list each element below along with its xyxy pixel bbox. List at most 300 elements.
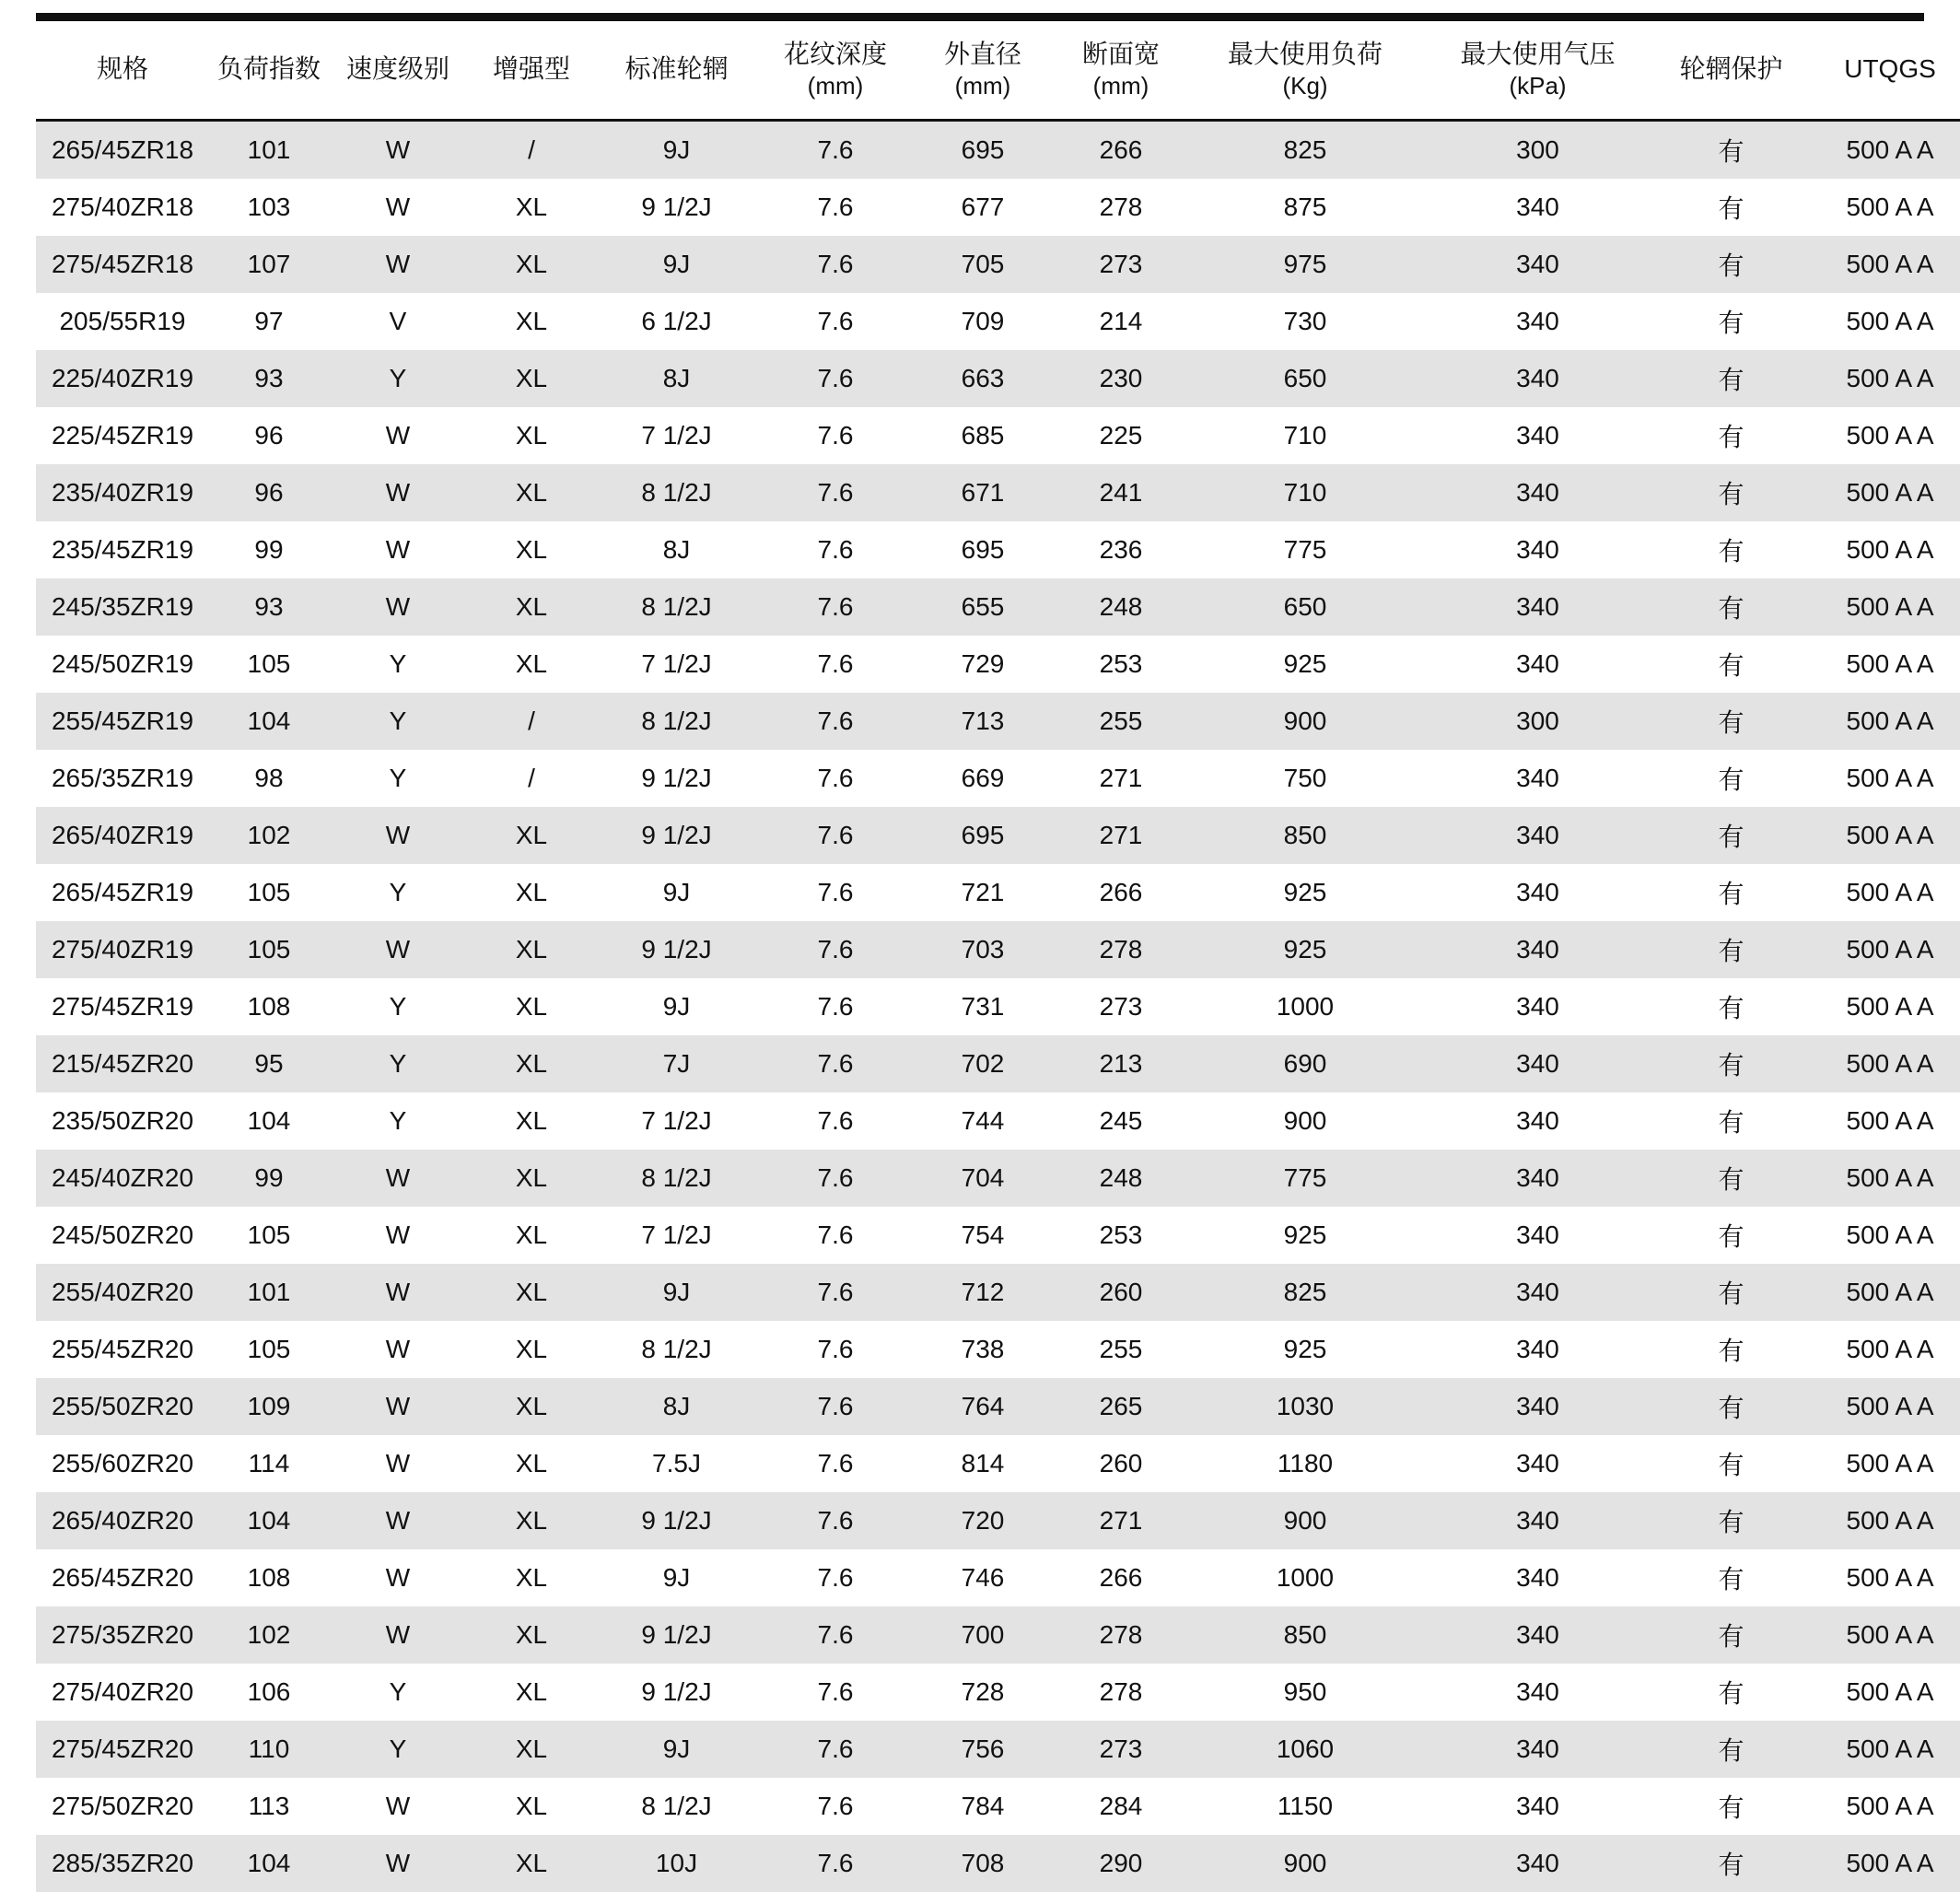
table-cell: 500 A A [1807, 693, 1960, 750]
table-cell: 236 [1052, 521, 1190, 578]
table-cell: 500 A A [1807, 350, 1960, 407]
table-cell: 1030 [1190, 1378, 1420, 1435]
table-cell: 710 [1190, 464, 1420, 521]
column-header-unit: (kPa) [1509, 71, 1567, 99]
table-cell: 500 A A [1807, 1035, 1960, 1092]
table-row [36, 750, 1960, 807]
table-cell: 255/45ZR19 [36, 693, 209, 750]
table-cell: 有 [1655, 636, 1807, 693]
table-cell: 695 [914, 122, 1052, 179]
table-cell: 7.6 [757, 521, 914, 578]
table-cell: 106 [209, 1664, 329, 1721]
table-cell: 有 [1655, 521, 1807, 578]
table-cell: XL [467, 1606, 596, 1664]
table-cell: 有 [1655, 1092, 1807, 1150]
table-cell: 340 [1420, 1378, 1655, 1435]
table-cell: 278 [1052, 921, 1190, 978]
table-row [36, 1492, 1960, 1549]
table-cell: 225 [1052, 407, 1190, 464]
table-cell: 有 [1655, 1150, 1807, 1207]
table-cell: 96 [209, 407, 329, 464]
table-row [36, 636, 1960, 693]
table-cell: 340 [1420, 1264, 1655, 1321]
table-cell: 7.6 [757, 1321, 914, 1378]
table-cell: 9J [596, 1549, 757, 1606]
table-cell: 215/45ZR20 [36, 1035, 209, 1092]
table-cell: W [329, 236, 467, 293]
table-cell: 96 [209, 464, 329, 521]
table-cell: 7.6 [757, 293, 914, 350]
table-cell: 710 [1190, 407, 1420, 464]
table-cell: 784 [914, 1778, 1052, 1835]
table-cell: 265 [1052, 1378, 1190, 1435]
column-header-unit: (mm) [807, 71, 864, 99]
table-cell: 214 [1052, 293, 1190, 350]
table-cell: 7.6 [757, 1264, 914, 1321]
table-cell: 340 [1420, 521, 1655, 578]
table-cell: 500 A A [1807, 636, 1960, 693]
table-cell: XL [467, 864, 596, 921]
spec-table-container [36, 0, 1936, 1892]
table-cell: 9J [596, 1721, 757, 1778]
table-cell: 340 [1420, 293, 1655, 350]
table-cell: XL [467, 1035, 596, 1092]
table-cell: 253 [1052, 636, 1190, 693]
table-cell: 105 [209, 636, 329, 693]
table-cell: 500 A A [1807, 122, 1960, 179]
table-cell: 500 A A [1807, 807, 1960, 864]
table-cell: 245/50ZR20 [36, 1207, 209, 1264]
column-header-10 [1655, 21, 1807, 119]
table-cell: W [329, 1435, 467, 1492]
table-cell: XL [467, 807, 596, 864]
table-row [36, 578, 1960, 636]
table-cell: 93 [209, 350, 329, 407]
table-cell: 500 A A [1807, 1778, 1960, 1835]
table-cell: 7 1/2J [596, 407, 757, 464]
table-cell: XL [467, 236, 596, 293]
table-row [36, 1378, 1960, 1435]
table-cell: 500 A A [1807, 1435, 1960, 1492]
table-cell: Y [329, 750, 467, 807]
table-cell: 340 [1420, 1092, 1655, 1150]
table-cell: 500 A A [1807, 1664, 1960, 1721]
table-row [36, 1321, 1960, 1378]
column-header-0 [36, 21, 209, 119]
table-cell: 925 [1190, 1207, 1420, 1264]
column-header-label: 最大使用负荷 [1227, 40, 1382, 68]
column-header-label: 增强型 [492, 54, 570, 84]
table-cell: 900 [1190, 1835, 1420, 1892]
table-cell: W [329, 1778, 467, 1835]
table-cell: 278 [1052, 1606, 1190, 1664]
table-cell: 255/45ZR20 [36, 1321, 209, 1378]
table-cell: 340 [1420, 978, 1655, 1035]
table-cell: 有 [1655, 693, 1807, 750]
table-cell: 97 [209, 293, 329, 350]
table-cell: 814 [914, 1435, 1052, 1492]
table-cell: 8J [596, 521, 757, 578]
table-cell: 275/40ZR19 [36, 921, 209, 978]
table-cell: 271 [1052, 750, 1190, 807]
table-cell: 875 [1190, 179, 1420, 236]
table-cell: 8J [596, 1378, 757, 1435]
table-cell: 500 A A [1807, 1549, 1960, 1606]
table-cell: 1180 [1190, 1435, 1420, 1492]
table-cell: 7.6 [757, 636, 914, 693]
table-cell: 有 [1655, 864, 1807, 921]
table-cell: 248 [1052, 578, 1190, 636]
table-cell: 825 [1190, 1264, 1420, 1321]
table-cell: 700 [914, 1606, 1052, 1664]
table-cell: XL [467, 1435, 596, 1492]
table-cell: 260 [1052, 1264, 1190, 1321]
table-cell: 7.6 [757, 1435, 914, 1492]
table-cell: 266 [1052, 1549, 1190, 1606]
table-cell: 7.6 [757, 1492, 914, 1549]
table-row [36, 521, 1960, 578]
table-cell: 975 [1190, 236, 1420, 293]
table-cell: XL [467, 978, 596, 1035]
table-cell: 685 [914, 407, 1052, 464]
table-cell: 925 [1190, 921, 1420, 978]
table-cell: 225/40ZR19 [36, 350, 209, 407]
table-cell: 7.6 [757, 1778, 914, 1835]
table-cell: 1000 [1190, 978, 1420, 1035]
table-cell: 有 [1655, 1778, 1807, 1835]
table-cell: 7.6 [757, 122, 914, 179]
table-cell: 850 [1190, 1606, 1420, 1664]
table-cell: 有 [1655, 1321, 1807, 1378]
table-cell: 655 [914, 578, 1052, 636]
table-cell: W [329, 1150, 467, 1207]
tire-specification-table [36, 21, 1960, 1892]
table-cell: Y [329, 1035, 467, 1092]
column-header-label: 速度级别 [345, 54, 449, 84]
table-row [36, 1207, 1960, 1264]
table-cell: 950 [1190, 1664, 1420, 1721]
table-row [36, 1664, 1960, 1721]
table-cell: 290 [1052, 1835, 1190, 1892]
table-cell: 95 [209, 1035, 329, 1092]
table-cell: 265/40ZR20 [36, 1492, 209, 1549]
table-cell: XL [467, 1664, 596, 1721]
table-cell: Y [329, 1721, 467, 1778]
table-cell: 93 [209, 578, 329, 636]
table-cell: 99 [209, 521, 329, 578]
table-cell: XL [467, 521, 596, 578]
table-row [36, 407, 1960, 464]
table-cell: 340 [1420, 1035, 1655, 1092]
table-cell: 105 [209, 1207, 329, 1264]
table-cell: 8 1/2J [596, 1150, 757, 1207]
table-cell: 7.6 [757, 1606, 914, 1664]
table-cell: 有 [1655, 1207, 1807, 1264]
table-row [36, 122, 1960, 179]
table-row [36, 1606, 1960, 1664]
table-cell: 98 [209, 750, 329, 807]
table-cell: XL [467, 1492, 596, 1549]
table-row [36, 1150, 1960, 1207]
table-row [36, 236, 1960, 293]
table-cell: 300 [1420, 693, 1655, 750]
table-cell: 105 [209, 864, 329, 921]
table-cell: 7 1/2J [596, 1092, 757, 1150]
table-cell: Y [329, 1664, 467, 1721]
column-header-unit: (mm) [954, 71, 1011, 99]
table-cell: 275/40ZR20 [36, 1664, 209, 1721]
table-cell: W [329, 521, 467, 578]
table-cell: 284 [1052, 1778, 1190, 1835]
table-cell: 340 [1420, 807, 1655, 864]
table-cell: 721 [914, 864, 1052, 921]
table-cell: 7.6 [757, 807, 914, 864]
table-cell: 712 [914, 1264, 1052, 1321]
column-header-label: 轮辋保护 [1679, 54, 1783, 84]
table-cell: XL [467, 1778, 596, 1835]
table-row [36, 693, 1960, 750]
table-cell: 7 1/2J [596, 1207, 757, 1264]
table-cell: W [329, 1492, 467, 1549]
table-cell: 245 [1052, 1092, 1190, 1150]
table-cell: 有 [1655, 1035, 1807, 1092]
table-cell: 340 [1420, 636, 1655, 693]
table-cell: 738 [914, 1321, 1052, 1378]
table-row [36, 1264, 1960, 1321]
table-cell: XL [467, 636, 596, 693]
table-cell: 有 [1655, 978, 1807, 1035]
table-cell: 500 A A [1807, 521, 1960, 578]
table-cell: 340 [1420, 350, 1655, 407]
table-cell: 99 [209, 1150, 329, 1207]
table-cell: 500 A A [1807, 236, 1960, 293]
table-cell: XL [467, 1092, 596, 1150]
table-cell: 729 [914, 636, 1052, 693]
table-cell: 669 [914, 750, 1052, 807]
table-cell: 7.6 [757, 921, 914, 978]
table-cell: 230 [1052, 350, 1190, 407]
table-cell: XL [467, 1321, 596, 1378]
table-row [36, 350, 1960, 407]
table-cell: XL [467, 350, 596, 407]
table-cell: 500 A A [1807, 1835, 1960, 1892]
table-cell: 340 [1420, 464, 1655, 521]
table-cell: 245/35ZR19 [36, 578, 209, 636]
table-cell: 730 [1190, 293, 1420, 350]
table-row [36, 1835, 1960, 1892]
table-cell: 有 [1655, 293, 1807, 350]
table-row [36, 1035, 1960, 1092]
table-cell: 9J [596, 1264, 757, 1321]
table-cell: 107 [209, 236, 329, 293]
table-cell: 7.6 [757, 1835, 914, 1892]
table-cell: W [329, 1606, 467, 1664]
table-cell: 7.6 [757, 864, 914, 921]
table-cell: 340 [1420, 1835, 1655, 1892]
table-cell: 340 [1420, 407, 1655, 464]
table-cell: 278 [1052, 1664, 1190, 1721]
table-cell: 9J [596, 978, 757, 1035]
table-cell: 265/40ZR19 [36, 807, 209, 864]
table-cell: 7.6 [757, 1092, 914, 1150]
table-row [36, 293, 1960, 350]
table-cell: 有 [1655, 1378, 1807, 1435]
table-cell: 7.6 [757, 350, 914, 407]
table-cell: 8 1/2J [596, 693, 757, 750]
table-cell: 750 [1190, 750, 1420, 807]
table-cell: 278 [1052, 179, 1190, 236]
column-header-label: 负荷指数 [216, 54, 321, 84]
table-cell: 900 [1190, 693, 1420, 750]
table-cell: 500 A A [1807, 1378, 1960, 1435]
table-cell: 255 [1052, 693, 1190, 750]
column-header-label: 标准轮辋 [624, 54, 729, 84]
table-cell: 8 1/2J [596, 1778, 757, 1835]
table-cell: W [329, 1835, 467, 1892]
table-cell: XL [467, 1378, 596, 1435]
table-cell: 213 [1052, 1035, 1190, 1092]
table-cell: V [329, 293, 467, 350]
table-cell: 265/45ZR19 [36, 864, 209, 921]
table-cell: 6 1/2J [596, 293, 757, 350]
table-cell: 340 [1420, 1321, 1655, 1378]
table-cell: 720 [914, 1492, 1052, 1549]
table-cell: 105 [209, 921, 329, 978]
table-cell: / [467, 750, 596, 807]
table-cell: / [467, 693, 596, 750]
table-cell: 275/45ZR19 [36, 978, 209, 1035]
table-cell: 7 1/2J [596, 636, 757, 693]
table-cell: 340 [1420, 1435, 1655, 1492]
table-cell: W [329, 1264, 467, 1321]
table-cell: 241 [1052, 464, 1190, 521]
table-cell: 275/50ZR20 [36, 1778, 209, 1835]
table-cell: 275/45ZR20 [36, 1721, 209, 1778]
table-cell: 340 [1420, 179, 1655, 236]
table-cell: 255/50ZR20 [36, 1378, 209, 1435]
table-cell: 340 [1420, 578, 1655, 636]
table-cell: 7.6 [757, 1549, 914, 1606]
table-cell: 245/40ZR20 [36, 1150, 209, 1207]
table-cell: 9J [596, 122, 757, 179]
table-cell: 695 [914, 521, 1052, 578]
table-cell: XL [467, 921, 596, 978]
table-cell: 有 [1655, 1492, 1807, 1549]
table-cell: XL [467, 578, 596, 636]
table-cell: 108 [209, 978, 329, 1035]
table-cell: 340 [1420, 1664, 1655, 1721]
table-header [36, 21, 1960, 122]
table-cell: 275/35ZR20 [36, 1606, 209, 1664]
table-cell: 有 [1655, 1435, 1807, 1492]
table-cell: 265/45ZR18 [36, 122, 209, 179]
table-cell: 775 [1190, 1150, 1420, 1207]
table-cell: 10J [596, 1835, 757, 1892]
table-cell: Y [329, 350, 467, 407]
table-cell: 340 [1420, 1492, 1655, 1549]
table-cell: 500 A A [1807, 1092, 1960, 1150]
column-header-4 [596, 21, 757, 119]
table-cell: / [467, 122, 596, 179]
table-cell: 235/45ZR19 [36, 521, 209, 578]
table-cell: 744 [914, 1092, 1052, 1150]
table-cell: 255 [1052, 1321, 1190, 1378]
table-cell: 500 A A [1807, 1606, 1960, 1664]
table-cell: 300 [1420, 122, 1655, 179]
table-cell: XL [467, 1264, 596, 1321]
table-cell: 7.6 [757, 1721, 914, 1778]
column-header-3 [467, 21, 596, 119]
table-cell: XL [467, 1150, 596, 1207]
table-cell: 7.5J [596, 1435, 757, 1492]
table-cell: Y [329, 1092, 467, 1150]
table-cell: XL [467, 293, 596, 350]
table-cell: 713 [914, 693, 1052, 750]
table-cell: 500 A A [1807, 921, 1960, 978]
table-cell: 340 [1420, 236, 1655, 293]
table-cell: XL [467, 179, 596, 236]
table-cell: 266 [1052, 122, 1190, 179]
table-cell: 7.6 [757, 750, 914, 807]
table-cell: 340 [1420, 750, 1655, 807]
table-cell: 500 A A [1807, 578, 1960, 636]
table-cell: 690 [1190, 1035, 1420, 1092]
table-cell: 有 [1655, 807, 1807, 864]
table-cell: 340 [1420, 1207, 1655, 1264]
table-cell: 9 1/2J [596, 1664, 757, 1721]
table-cell: 有 [1655, 1549, 1807, 1606]
table-cell: 有 [1655, 464, 1807, 521]
table-cell: W [329, 1207, 467, 1264]
table-cell: 225/45ZR19 [36, 407, 209, 464]
table-cell: 114 [209, 1435, 329, 1492]
table-cell: 500 A A [1807, 293, 1960, 350]
table-cell: 7.6 [757, 1207, 914, 1264]
column-header-5 [757, 21, 914, 119]
table-cell: 113 [209, 1778, 329, 1835]
table-cell: 500 A A [1807, 750, 1960, 807]
table-cell: 102 [209, 1606, 329, 1664]
table-row [36, 1092, 1960, 1150]
table-cell: 235/40ZR19 [36, 464, 209, 521]
table-cell: 有 [1655, 122, 1807, 179]
table-cell: 110 [209, 1721, 329, 1778]
table-header-row [36, 21, 1960, 119]
table-cell: 677 [914, 179, 1052, 236]
table-cell: 702 [914, 1035, 1052, 1092]
table-cell: 340 [1420, 864, 1655, 921]
table-cell: W [329, 1378, 467, 1435]
table-cell: 有 [1655, 921, 1807, 978]
table-cell: 1150 [1190, 1778, 1420, 1835]
table-cell: 1060 [1190, 1721, 1420, 1778]
table-cell: 8 1/2J [596, 578, 757, 636]
table-cell: 7.6 [757, 179, 914, 236]
table-cell: 500 A A [1807, 1150, 1960, 1207]
table-row [36, 1721, 1960, 1778]
table-cell: 746 [914, 1549, 1052, 1606]
column-header-8 [1190, 21, 1420, 119]
table-cell: 9J [596, 236, 757, 293]
column-header-unit: (Kg) [1282, 71, 1328, 99]
table-cell: 728 [914, 1664, 1052, 1721]
table-cell: Y [329, 693, 467, 750]
table-cell: 9 1/2J [596, 750, 757, 807]
table-cell: 266 [1052, 864, 1190, 921]
table-cell: 704 [914, 1150, 1052, 1207]
table-cell: 663 [914, 350, 1052, 407]
table-cell: 7.6 [757, 978, 914, 1035]
